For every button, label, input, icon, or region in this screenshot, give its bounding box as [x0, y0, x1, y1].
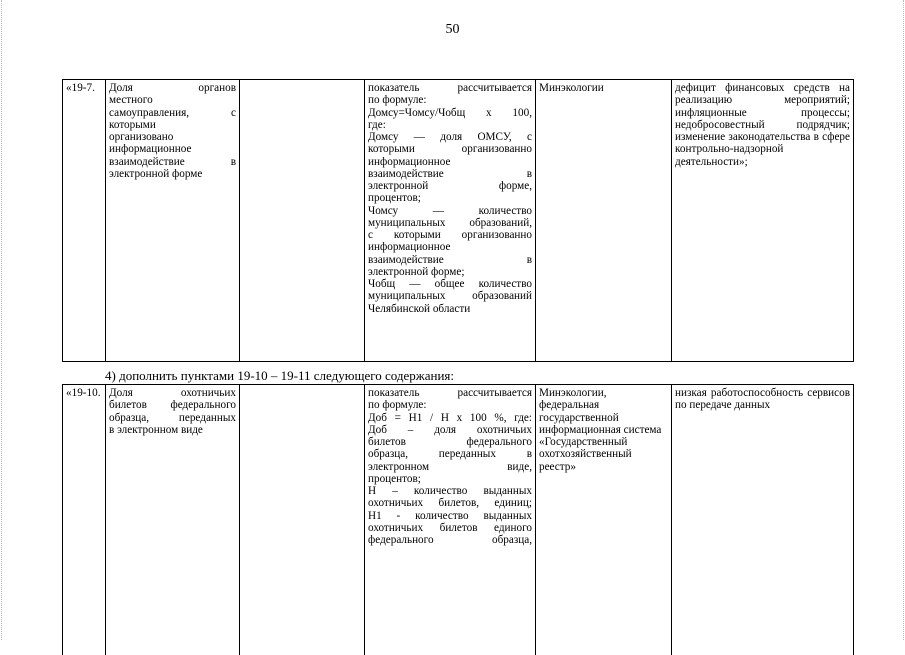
empty-cell — [240, 80, 365, 362]
text-line: образца, переданных — [109, 411, 236, 424]
text-line: билетов федерального — [109, 399, 236, 412]
text-line: Домсу=Чомсу/Чобщ х 100, — [368, 106, 532, 119]
text-line: взаимодействие в — [368, 167, 532, 180]
text-line: Домсу — доля ОМСУ, с — [368, 131, 532, 143]
text-line: которыми организованно — [368, 143, 532, 156]
text-line: Доля охотничьих — [109, 387, 236, 399]
table-row — [63, 80, 854, 362]
text-line: информационное — [368, 241, 451, 254]
text-line: местного — [109, 94, 153, 107]
data-source: Минэкологии — [536, 80, 672, 362]
text-line: показатель рассчитывается — [368, 387, 532, 399]
calculation-method — [365, 385, 536, 655]
text-line: где: — [368, 118, 386, 131]
text-line: самоуправления, с — [109, 106, 236, 119]
page-number: 50 — [445, 22, 460, 37]
text-line: Чобщ — общее количество — [368, 278, 532, 290]
text-line: которыми — [109, 118, 156, 131]
text-line: показатель рассчитывается — [368, 82, 532, 94]
text-line: взаимодействие в — [109, 155, 236, 168]
risks: низкая работоспособность сервисов по передаче данных — [672, 385, 854, 655]
text-line: с которыми организованно — [368, 229, 532, 241]
section-heading: 4) дополнить пунктами 19-10 – 19-11 следующего содержания: — [105, 368, 455, 383]
text-line: Доля органов — [109, 82, 236, 94]
row-number: «19-7. — [63, 80, 106, 362]
indicator-name — [106, 385, 240, 655]
text-line: процентов; — [368, 192, 421, 205]
text-line: Доб – доля охотничьих — [368, 423, 532, 436]
text-line: охотничьих билетов единого — [368, 521, 532, 534]
text-line: по формуле: — [368, 399, 427, 412]
table-row — [63, 385, 854, 655]
data-source: Минэкологии, федеральная государственной информационная система «Государственный охотхозяйственный реестр» — [536, 385, 672, 655]
text-line: билетов федерального — [368, 436, 532, 448]
text-line: в электронном виде — [109, 423, 203, 436]
page-edge-right — [903, 0, 904, 640]
row-number: «19-10. — [63, 385, 106, 655]
indicator-name — [106, 80, 240, 362]
text-line: информационное — [109, 143, 192, 156]
text-line: организовано — [109, 131, 174, 143]
text-line: электронной форме — [109, 167, 203, 180]
text-line: Чомсу — количество — [368, 204, 532, 217]
text-line: муниципальных образований, — [368, 216, 532, 229]
text-line: процентов; — [368, 472, 421, 485]
text-line: Доб = Н1 / Н х 100 %, где: — [368, 411, 532, 424]
text-line: Н1 - количество выданных — [368, 509, 532, 522]
indicator-table-bottom — [62, 384, 854, 655]
text-line: Челябинской области — [368, 302, 471, 315]
empty-cell — [240, 385, 365, 655]
text-line: электронном виде, — [368, 460, 532, 473]
indicator-table-top — [62, 79, 854, 362]
text-line: электронной форме, — [368, 180, 532, 192]
text-line: по формуле: — [368, 94, 427, 107]
text-line: взаимодействие в — [368, 253, 532, 266]
risks: дефицит финансовых средств на реализацию мероприятий; инфляционные процессы; недобросовестный подрядчик; изменение законодательства в сфере контрольно-надзорной деятельности»; — [672, 80, 854, 362]
text-line: образца, переданных в — [368, 448, 532, 461]
calculation-method — [365, 80, 536, 362]
text-line: федерального образца, — [368, 534, 532, 546]
text-line: информационное — [368, 155, 451, 168]
text-line: муниципальных образований — [368, 290, 532, 303]
text-line: электронной форме; — [368, 265, 465, 278]
text-line: охотничьих билетов, единиц; — [368, 497, 532, 510]
page-edge-left — [1, 0, 2, 640]
text-line: Н – количество выданных — [368, 485, 532, 497]
